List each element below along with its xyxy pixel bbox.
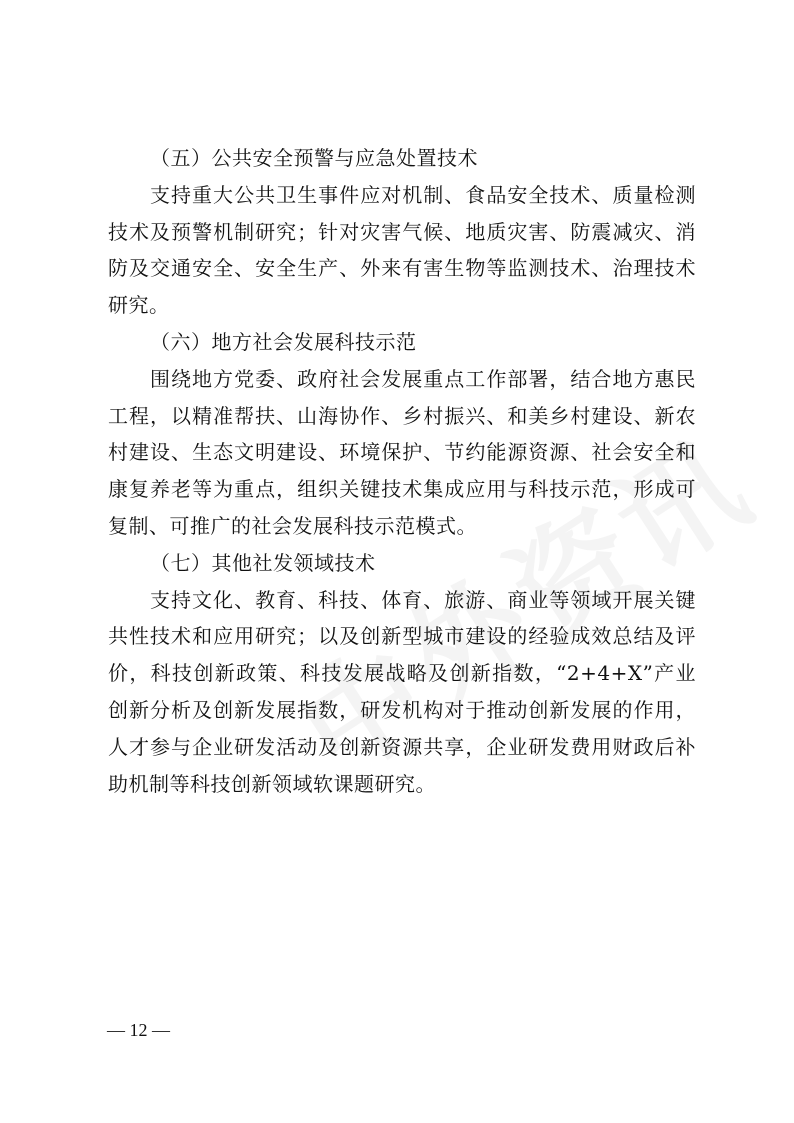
paragraph-line: 价，科技创新政策、科技发展战略及创新指数，“2+4+X”产业: [108, 661, 696, 686]
paragraph-line: 助机制等科技创新领域软课题研究。: [108, 771, 436, 796]
paragraph-line: 人才参与企业研发活动及创新资源共享，企业研发费用财政后补: [108, 734, 696, 759]
paragraph-line: 防及交通安全、安全生产、外来有害生物等监测技术、治理技术: [108, 256, 696, 281]
document-body: [108, 140, 696, 802]
page-number: — 12 —: [107, 1020, 170, 1040]
paragraph-line: 康复养老等为重点，组织关键技术集成应用与科技示范，形成可: [108, 477, 696, 502]
section-heading: （五）公共安全预警与应急处置技术: [150, 146, 478, 170]
paragraph-line: 工程，以精准帮扶、山海协作、乡村振兴、和美乡村建设、新农: [108, 403, 696, 428]
paragraph-line: 技术及预警机制研究；针对灾害气候、地质灾害、防震减灾、消: [108, 219, 696, 244]
section-heading: （六）地方社会发展科技示范: [150, 329, 417, 354]
paragraph-line: 研究。: [108, 293, 170, 318]
paragraph-line: 支持文化、教育、科技、体育、旅游、商业等领域开展关键: [150, 587, 696, 612]
paragraph-line: 创新分析及创新发展指数，研发机构对于推动创新发展的作用，: [108, 697, 696, 722]
paragraph-line: 支持重大公共卫生事件应对机制、食品安全技术、质量检测: [150, 182, 696, 207]
paragraph-line: 围绕地方党委、政府社会发展重点工作部署，结合地方惠民: [150, 366, 696, 391]
section-heading: （七）其他社发领域技术: [150, 550, 376, 575]
paragraph-line: 村建设、生态文明建设、环境保护、节约能源资源、社会安全和: [108, 440, 696, 465]
paragraph-line: 复制、可推广的社会发展科技示范模式。: [108, 513, 477, 538]
paragraph-line: 共性技术和应用研究；以及创新型城市建设的经验成效总结及评: [108, 624, 696, 649]
